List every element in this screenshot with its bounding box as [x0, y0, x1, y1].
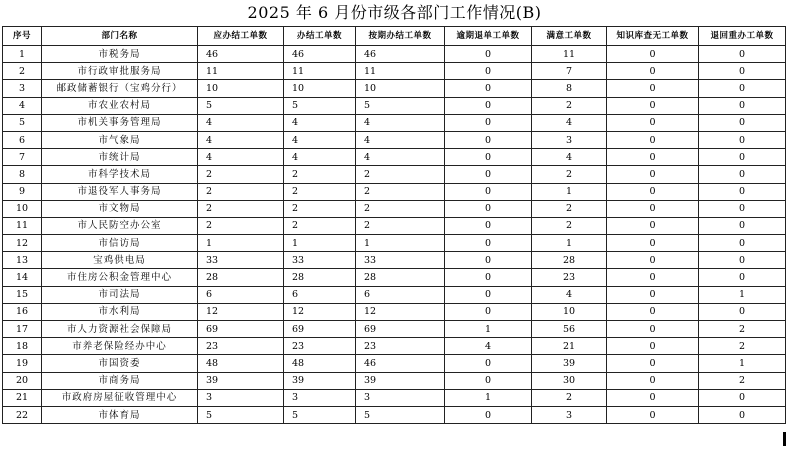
edge-marker [783, 432, 786, 446]
value-cell: 0 [607, 46, 699, 63]
table-row [3, 149, 786, 166]
department-name-cell: 市行政审批服务局 [42, 63, 198, 80]
value-cell: 0 [699, 166, 786, 183]
value-cell: 5 [198, 406, 284, 423]
value-cell: 2 [699, 372, 786, 389]
value-cell: 0 [445, 355, 532, 372]
value-cell: 1 [699, 355, 786, 372]
value-cell: 10 [284, 80, 356, 97]
value-cell: 2 [198, 200, 284, 217]
value-cell: 0 [445, 63, 532, 80]
row-index-cell: 13 [3, 252, 42, 269]
row-index-cell: 20 [3, 372, 42, 389]
value-cell: 0 [607, 269, 699, 286]
value-cell: 0 [607, 183, 699, 200]
column-header: 满意工单数 [532, 27, 607, 46]
department-name-cell: 宝鸡供电局 [42, 252, 198, 269]
value-cell: 0 [607, 97, 699, 114]
value-cell: 23 [356, 338, 445, 355]
value-cell: 1 [198, 235, 284, 252]
table-row [3, 114, 786, 131]
department-name-cell: 市人力资源社会保障局 [42, 321, 198, 338]
value-cell: 2 [532, 97, 607, 114]
value-cell: 48 [198, 355, 284, 372]
value-cell: 4 [198, 131, 284, 148]
row-index-cell: 16 [3, 303, 42, 320]
column-header: 按期办结工单数 [356, 27, 445, 46]
table-row [3, 217, 786, 234]
value-cell: 2 [532, 200, 607, 217]
department-name-cell: 市水利局 [42, 303, 198, 320]
department-name-cell: 邮政储蓄银行（宝鸡分行） [42, 80, 198, 97]
value-cell: 0 [445, 166, 532, 183]
value-cell: 11 [284, 63, 356, 80]
value-cell: 2 [699, 321, 786, 338]
value-cell: 1 [445, 321, 532, 338]
value-cell: 39 [356, 372, 445, 389]
table-row [3, 235, 786, 252]
value-cell: 4 [532, 149, 607, 166]
value-cell: 0 [607, 372, 699, 389]
value-cell: 23 [532, 269, 607, 286]
value-cell: 6 [356, 286, 445, 303]
value-cell: 0 [445, 183, 532, 200]
row-index-cell: 18 [3, 338, 42, 355]
table-row [3, 303, 786, 320]
row-index-cell: 17 [3, 321, 42, 338]
value-cell: 0 [699, 269, 786, 286]
table-row [3, 200, 786, 217]
value-cell: 2 [198, 166, 284, 183]
value-cell: 6 [198, 286, 284, 303]
value-cell: 3 [532, 406, 607, 423]
value-cell: 69 [198, 321, 284, 338]
value-cell: 0 [607, 355, 699, 372]
value-cell: 0 [445, 303, 532, 320]
department-name-cell: 市科学技术局 [42, 166, 198, 183]
value-cell: 0 [607, 149, 699, 166]
value-cell: 69 [356, 321, 445, 338]
value-cell: 0 [607, 321, 699, 338]
value-cell: 69 [284, 321, 356, 338]
value-cell: 8 [532, 80, 607, 97]
value-cell: 11 [356, 63, 445, 80]
value-cell: 4 [356, 131, 445, 148]
row-index-cell: 10 [3, 200, 42, 217]
value-cell: 0 [607, 235, 699, 252]
value-cell: 0 [445, 46, 532, 63]
value-cell: 0 [699, 406, 786, 423]
table-row [3, 131, 786, 148]
value-cell: 2 [356, 166, 445, 183]
value-cell: 28 [284, 269, 356, 286]
value-cell: 0 [607, 80, 699, 97]
value-cell: 0 [699, 252, 786, 269]
department-name-cell: 市气象局 [42, 131, 198, 148]
value-cell: 10 [532, 303, 607, 320]
table-row [3, 46, 786, 63]
table-row [3, 183, 786, 200]
table-row [3, 97, 786, 114]
value-cell: 28 [532, 252, 607, 269]
value-cell: 4 [532, 114, 607, 131]
value-cell: 3 [198, 389, 284, 406]
table-row [3, 406, 786, 423]
table-row [3, 338, 786, 355]
value-cell: 3 [284, 389, 356, 406]
table-body [3, 46, 786, 424]
department-name-cell: 市信访局 [42, 235, 198, 252]
value-cell: 0 [699, 97, 786, 114]
value-cell: 0 [699, 114, 786, 131]
value-cell: 0 [607, 338, 699, 355]
value-cell: 0 [607, 131, 699, 148]
row-index-cell: 9 [3, 183, 42, 200]
department-name-cell: 市农业农村局 [42, 97, 198, 114]
table-row [3, 286, 786, 303]
value-cell: 28 [198, 269, 284, 286]
value-cell: 11 [532, 46, 607, 63]
value-cell: 1 [445, 389, 532, 406]
table-row [3, 80, 786, 97]
value-cell: 7 [532, 63, 607, 80]
value-cell: 2 [356, 217, 445, 234]
value-cell: 0 [699, 46, 786, 63]
department-name-cell: 市司法局 [42, 286, 198, 303]
value-cell: 46 [198, 46, 284, 63]
value-cell: 0 [607, 303, 699, 320]
value-cell: 0 [445, 252, 532, 269]
value-cell: 0 [445, 200, 532, 217]
row-index-cell: 8 [3, 166, 42, 183]
department-name-cell: 市统计局 [42, 149, 198, 166]
value-cell: 0 [607, 63, 699, 80]
row-index-cell: 21 [3, 389, 42, 406]
value-cell: 4 [356, 149, 445, 166]
value-cell: 2 [198, 217, 284, 234]
value-cell: 0 [699, 183, 786, 200]
table-row [3, 321, 786, 338]
value-cell: 5 [198, 97, 284, 114]
value-cell: 1 [532, 183, 607, 200]
value-cell: 0 [445, 217, 532, 234]
row-index-cell: 15 [3, 286, 42, 303]
value-cell: 4 [445, 338, 532, 355]
table-row [3, 252, 786, 269]
table-row [3, 63, 786, 80]
value-cell: 5 [356, 97, 445, 114]
value-cell: 0 [699, 235, 786, 252]
value-cell: 56 [532, 321, 607, 338]
table-row [3, 355, 786, 372]
department-name-cell: 市商务局 [42, 372, 198, 389]
value-cell: 0 [607, 389, 699, 406]
value-cell: 0 [699, 80, 786, 97]
department-name-cell: 市政府房屋征收管理中心 [42, 389, 198, 406]
value-cell: 23 [198, 338, 284, 355]
value-cell: 2 [284, 166, 356, 183]
row-index-cell: 6 [3, 131, 42, 148]
department-name-cell: 市人民防空办公室 [42, 217, 198, 234]
value-cell: 33 [356, 252, 445, 269]
column-header: 知识库查无工单数 [607, 27, 699, 46]
report-title: 2025 年 6 月份市级各部门工作情况(B) [247, 3, 542, 22]
value-cell: 4 [284, 149, 356, 166]
value-cell: 0 [699, 389, 786, 406]
value-cell: 12 [284, 303, 356, 320]
value-cell: 2 [284, 183, 356, 200]
value-cell: 0 [699, 149, 786, 166]
value-cell: 1 [284, 235, 356, 252]
value-cell: 0 [699, 131, 786, 148]
value-cell: 28 [356, 269, 445, 286]
table-row [3, 166, 786, 183]
value-cell: 0 [607, 200, 699, 217]
value-cell: 21 [532, 338, 607, 355]
value-cell: 1 [356, 235, 445, 252]
value-cell: 4 [284, 131, 356, 148]
department-name-cell: 市机关事务管理局 [42, 114, 198, 131]
row-index-cell: 12 [3, 235, 42, 252]
value-cell: 5 [284, 97, 356, 114]
value-cell: 0 [445, 286, 532, 303]
value-cell: 0 [699, 217, 786, 234]
department-name-cell: 市文物局 [42, 200, 198, 217]
row-index-cell: 22 [3, 406, 42, 423]
value-cell: 2 [532, 217, 607, 234]
value-cell: 46 [356, 46, 445, 63]
table-row [3, 269, 786, 286]
row-index-cell: 3 [3, 80, 42, 97]
value-cell: 48 [284, 355, 356, 372]
value-cell: 2 [356, 200, 445, 217]
row-index-cell: 19 [3, 355, 42, 372]
value-cell: 4 [356, 114, 445, 131]
value-cell: 0 [699, 63, 786, 80]
column-header: 部门名称 [42, 27, 198, 46]
value-cell: 30 [532, 372, 607, 389]
value-cell: 46 [284, 46, 356, 63]
row-index-cell: 1 [3, 46, 42, 63]
value-cell: 2 [356, 183, 445, 200]
row-index-cell: 4 [3, 97, 42, 114]
value-cell: 0 [445, 406, 532, 423]
value-cell: 5 [284, 406, 356, 423]
value-cell: 4 [198, 149, 284, 166]
value-cell: 2 [532, 166, 607, 183]
department-name-cell: 市养老保险经办中心 [42, 338, 198, 355]
value-cell: 2 [284, 217, 356, 234]
value-cell: 0 [607, 406, 699, 423]
department-stats-table [2, 26, 786, 424]
column-header: 序号 [3, 27, 42, 46]
department-name-cell: 市体育局 [42, 406, 198, 423]
value-cell: 39 [532, 355, 607, 372]
value-cell: 0 [607, 166, 699, 183]
value-cell: 0 [445, 114, 532, 131]
department-name-cell: 市退役军人事务局 [42, 183, 198, 200]
value-cell: 33 [284, 252, 356, 269]
value-cell: 33 [198, 252, 284, 269]
value-cell: 3 [532, 131, 607, 148]
table-row [3, 372, 786, 389]
value-cell: 0 [445, 149, 532, 166]
value-cell: 0 [699, 303, 786, 320]
value-cell: 23 [284, 338, 356, 355]
row-index-cell: 5 [3, 114, 42, 131]
row-index-cell: 7 [3, 149, 42, 166]
value-cell: 0 [607, 217, 699, 234]
value-cell: 2 [699, 338, 786, 355]
value-cell: 11 [198, 63, 284, 80]
header-row [3, 27, 786, 46]
row-index-cell: 14 [3, 269, 42, 286]
column-header: 退回重办工单数 [699, 27, 786, 46]
value-cell: 1 [532, 235, 607, 252]
value-cell: 12 [356, 303, 445, 320]
value-cell: 12 [198, 303, 284, 320]
value-cell: 2 [532, 389, 607, 406]
column-header: 应办结工单数 [198, 27, 284, 46]
value-cell: 0 [607, 114, 699, 131]
value-cell: 0 [607, 286, 699, 303]
value-cell: 0 [445, 131, 532, 148]
value-cell: 10 [198, 80, 284, 97]
value-cell: 2 [284, 200, 356, 217]
value-cell: 0 [445, 269, 532, 286]
department-name-cell: 市税务局 [42, 46, 198, 63]
value-cell: 4 [198, 114, 284, 131]
value-cell: 2 [198, 183, 284, 200]
value-cell: 39 [284, 372, 356, 389]
row-index-cell: 2 [3, 63, 42, 80]
value-cell: 1 [699, 286, 786, 303]
value-cell: 0 [445, 372, 532, 389]
value-cell: 39 [198, 372, 284, 389]
value-cell: 0 [445, 97, 532, 114]
value-cell: 6 [284, 286, 356, 303]
value-cell: 0 [445, 80, 532, 97]
value-cell: 0 [607, 252, 699, 269]
value-cell: 46 [356, 355, 445, 372]
value-cell: 0 [445, 235, 532, 252]
row-index-cell: 11 [3, 217, 42, 234]
value-cell: 3 [356, 389, 445, 406]
value-cell: 4 [532, 286, 607, 303]
value-cell: 5 [356, 406, 445, 423]
value-cell: 10 [356, 80, 445, 97]
department-name-cell: 市住房公积金管理中心 [42, 269, 198, 286]
value-cell: 0 [699, 200, 786, 217]
column-header: 办结工单数 [284, 27, 356, 46]
column-header: 逾期退单工单数 [445, 27, 532, 46]
department-name-cell: 市国资委 [42, 355, 198, 372]
value-cell: 4 [284, 114, 356, 131]
table-row [3, 389, 786, 406]
